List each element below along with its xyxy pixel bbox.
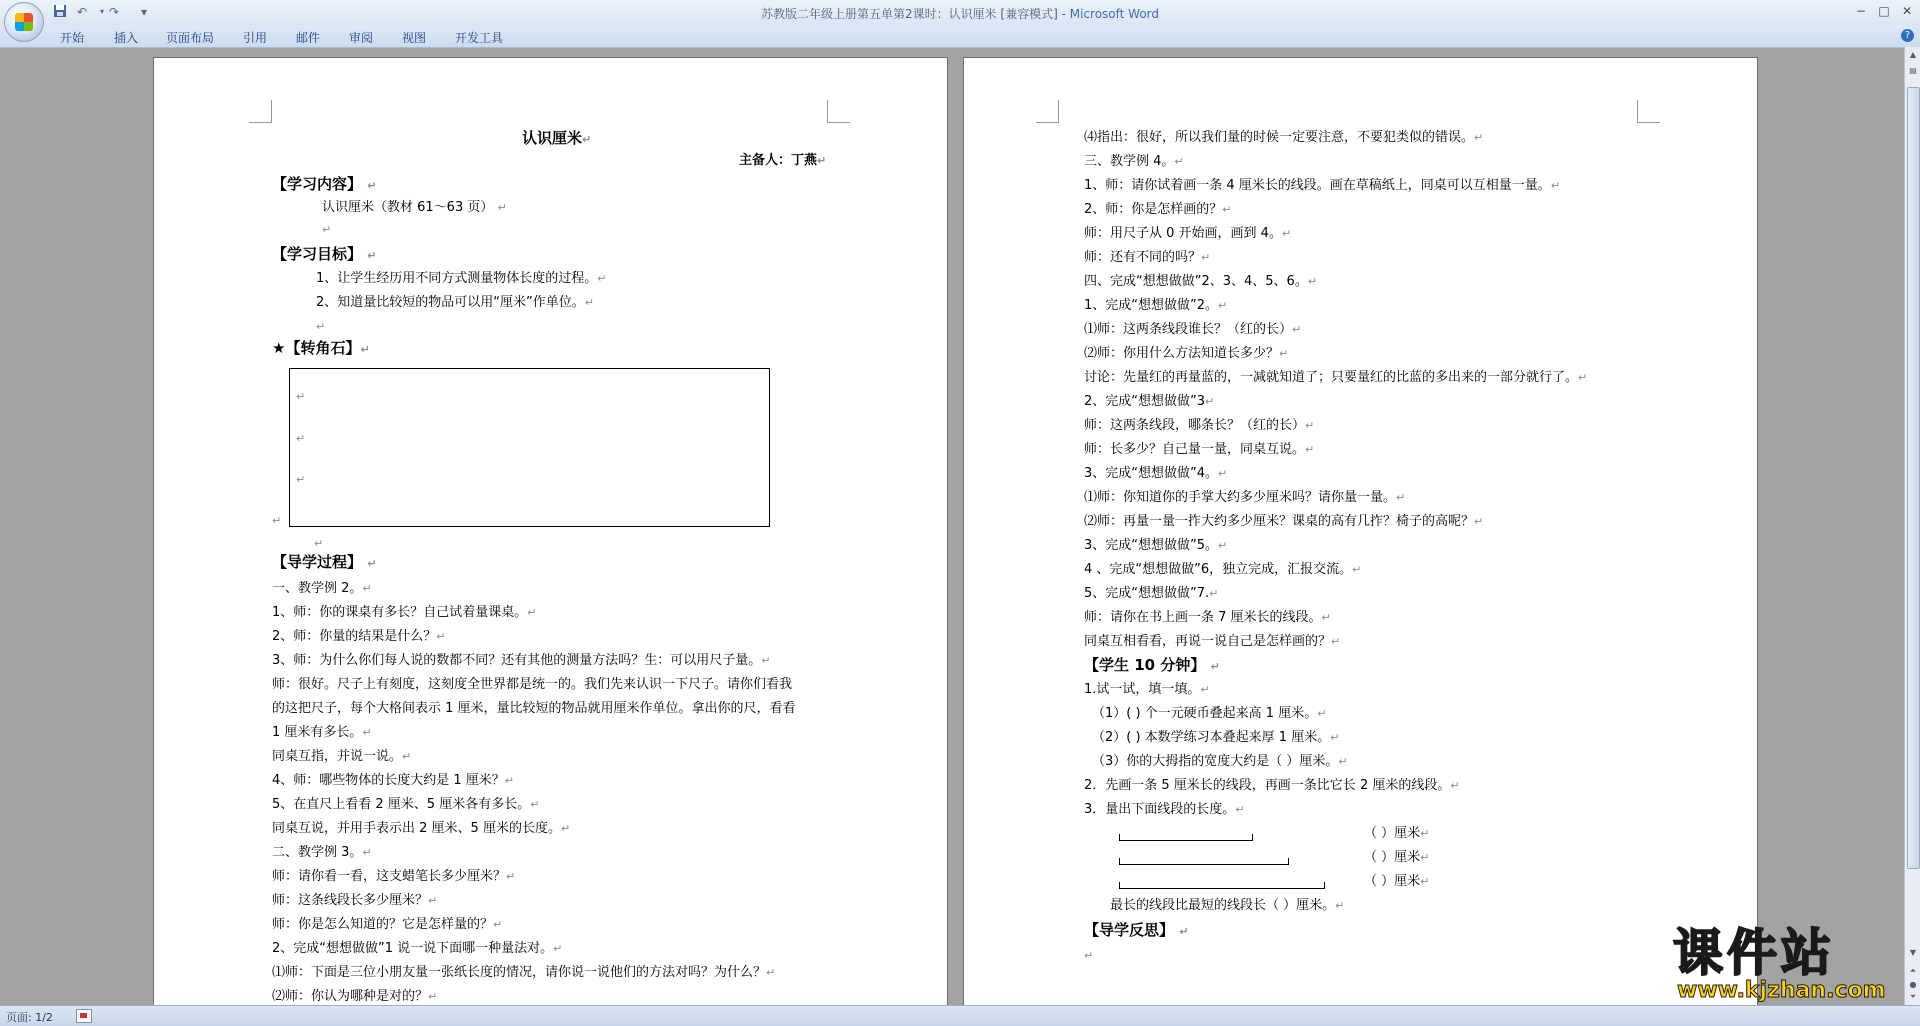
line-segment-long xyxy=(1119,882,1325,889)
paragraph-mark: ↵ xyxy=(316,320,326,333)
body-line: 一、教学例 2。↵ xyxy=(272,581,372,596)
compare-line: 最长的线段比最短的线段长（ ）厘米。↵ xyxy=(1110,898,1345,913)
section-heading: 【学习内容】 ↵ xyxy=(272,175,377,193)
body-line: 1、师：你的课桌有多长？自己试着量课桌。↵ xyxy=(272,605,537,620)
body-line: 5、完成“想想做做”7.↵ xyxy=(1084,586,1219,601)
body-line: 师：很好。尺子上有刻度，这刻度全世界都是统一的。我们先来认识一下尺子。请你们看我 xyxy=(272,677,793,692)
body-line: ⑷指出：很好，所以我们量的时候一定要注意，不要犯类似的错误。↵ xyxy=(1084,130,1484,145)
undo-dropdown-icon: ▾ xyxy=(99,7,104,16)
body-line: 3、完成“想想做做”5。↵ xyxy=(1084,538,1228,553)
text-box[interactable] xyxy=(289,368,770,527)
measure-answer: （ ）厘米↵ xyxy=(1364,826,1430,841)
tab-home[interactable]: 开始 xyxy=(60,31,85,45)
maximize-button[interactable]: □ xyxy=(1878,4,1890,18)
page-indicator[interactable]: 页面: 1/2 xyxy=(6,1011,53,1024)
exercise-line: 2．先画一条 5 厘米长的线段，再画一条比它长 2 厘米的线段。↵ xyxy=(1084,778,1460,793)
body-line: 2、完成“想想做做”3↵ xyxy=(1084,394,1215,409)
vertical-scrollbar[interactable] xyxy=(1904,47,1920,1005)
body-line: ⑴师：下面是三位小朋友量一张纸长度的情况，请你说一说他们的方法对吗？为什么？↵ xyxy=(272,965,776,980)
body-line: 3、完成“想想做做”4。↵ xyxy=(1084,466,1228,481)
paragraph-mark: ↵ xyxy=(296,473,306,486)
tab-mailings[interactable]: 邮件 xyxy=(296,31,321,45)
section-heading: 【导学反思】 ↵ xyxy=(1084,921,1189,939)
office-logo-icon xyxy=(15,13,33,31)
body-line: 2、师：你是怎样画的？↵ xyxy=(1084,202,1232,217)
measure-answer: （ ）厘米↵ xyxy=(1364,850,1430,865)
section-heading: 【学生 10 分钟】 ↵ xyxy=(1084,656,1220,674)
tab-review[interactable]: 审阅 xyxy=(349,31,374,45)
window-title: 苏教版二年级上册第五单第2课时：认识厘米 [兼容模式] - Microsoft Word xyxy=(760,7,1160,21)
office-button[interactable] xyxy=(4,2,44,42)
paragraph-mark: ↵ xyxy=(272,514,282,527)
body-line: 师：这两条线段，哪条长？（红的长）↵ xyxy=(1084,418,1315,433)
tab-view[interactable]: 视图 xyxy=(402,31,427,45)
scroll-up-icon[interactable]: ▲ xyxy=(1909,50,1917,59)
body-line: 1、师：请你试着画一条 4 厘米长的线段。画在草稿纸上，同桌可以互相量一量。↵ xyxy=(1084,178,1561,193)
paragraph-mark: ↵ xyxy=(1084,949,1094,962)
tab-references[interactable]: 引用 xyxy=(243,31,268,45)
body-line: 师：还有不同的吗？↵ xyxy=(1084,250,1211,265)
tab-developer[interactable]: 开发工具 xyxy=(455,31,504,45)
body-line: 4 、完成“想想做做”6，独立完成，汇报交流。↵ xyxy=(1084,562,1362,577)
exercise-line: （1）( ) 个一元硬币叠起来高 1 厘米。↵ xyxy=(1092,706,1327,721)
body-line: ⑵师：再量一量一拃大约多少厘米？课桌的高有几拃？椅子的高呢？↵ xyxy=(1084,514,1484,529)
customize-icon[interactable]: ▾ xyxy=(140,5,148,19)
exercise-line: （3）你的大拇指的宽度大约是（ ）厘米。↵ xyxy=(1092,754,1348,769)
status-bar xyxy=(0,1005,1920,1026)
crop-mark xyxy=(249,100,272,123)
watermark-title: 课件站 xyxy=(1673,924,1835,982)
doc-title: 认识厘米↵ xyxy=(522,129,592,147)
close-button[interactable]: ✕ xyxy=(1901,4,1913,18)
line-segment-medium xyxy=(1119,858,1289,865)
body-line: ⑴师：这两条线段谁长？（红的长）↵ xyxy=(1084,322,1302,337)
body-line: 5、在直尺上看看 2 厘米、5 厘米各有多长。↵ xyxy=(272,797,540,812)
title-bar xyxy=(0,0,1920,25)
body-line: 同桌互说，并用手表示出 2 厘米、5 厘米的长度。↵ xyxy=(272,821,571,836)
site-watermark-logo xyxy=(1665,925,1910,1003)
body-line: 师：请你在书上画一条 7 厘米长的线段。↵ xyxy=(1084,610,1331,625)
browse-object-icon[interactable]: ● xyxy=(1909,980,1917,989)
paragraph-mark: ↵ xyxy=(314,537,324,550)
scroll-down-icon[interactable]: ▼ xyxy=(1909,948,1917,957)
scroll-thumb[interactable] xyxy=(1907,87,1920,869)
tab-insert[interactable]: 插入 xyxy=(114,31,139,45)
section-heading: 【导学过程】 ↵ xyxy=(272,553,377,571)
body-line: 师：用尺子从 0 开始画，画到 4。↵ xyxy=(1084,226,1292,241)
goal-line: 1、让学生经历用不同方式测量物体长度的过程。↵ xyxy=(316,271,607,286)
body-line: 2、完成“想想做做”1 说一说下面哪一种量法对。↵ xyxy=(272,941,563,956)
body-line: ⑴师：你知道你的手掌大约多少厘米吗？请你量一量。↵ xyxy=(1084,490,1406,505)
body-line: 三、教学例 4。↵ xyxy=(1084,154,1184,169)
ribbon-tabs xyxy=(0,25,1920,48)
body-line: 1、完成“想想做做”2。↵ xyxy=(1084,298,1228,313)
body-line: 师：请你看一看，这支蜡笔长多少厘米？↵ xyxy=(272,869,516,884)
section-heading: ★【转角石】↵ xyxy=(272,339,370,357)
crop-mark xyxy=(827,100,850,123)
goal-line: 2、知道量比较短的物品可以用“厘米”作单位。↵ xyxy=(316,295,594,310)
app-name: Microsoft Word xyxy=(1069,7,1160,21)
body-line: 二、教学例 3。↵ xyxy=(272,845,372,860)
tab-page-layout[interactable]: 页面布局 xyxy=(166,31,215,45)
body-line: 讨论：先量红的再量蓝的，一减就知道了；只要量红的比蓝的多出来的一部分就行了。↵ xyxy=(1084,370,1588,385)
document-name: 苏教版二年级上册第五单第2课时：认识厘米 [兼容模式] xyxy=(760,7,1058,21)
help-icon[interactable]: ? xyxy=(1901,29,1914,42)
preparer: 主备人：丁燕↵ xyxy=(739,153,827,168)
document-page-1[interactable] xyxy=(153,57,948,1007)
paragraph-mark: ↵ xyxy=(322,223,332,236)
measure-answer: （ ）厘米↵ xyxy=(1364,874,1430,889)
exercise-line: （2）( ) 本数学练习本叠起来厚 1 厘米。↵ xyxy=(1092,730,1340,745)
body-line: 师：你是怎么知道的？它是怎样量的？↵ xyxy=(272,917,503,932)
body-line: ⑵师：你认为哪种是对的？↵ xyxy=(272,989,438,1004)
proofing-icon[interactable] xyxy=(76,1009,92,1023)
content-line: 认识厘米（教材 61～63 页） ↵ xyxy=(322,200,507,215)
crop-mark xyxy=(1637,100,1660,123)
body-line: 四、完成“想想做做”2、3、4、5、6。↵ xyxy=(1084,274,1318,289)
document-page-2[interactable] xyxy=(963,57,1758,1007)
body-line: 2、师：你量的结果是什么？↵ xyxy=(272,629,446,644)
exercise-line: 3．量出下面线段的长度。↵ xyxy=(1084,802,1245,817)
previous-page-icon[interactable]: ⏶ xyxy=(1909,966,1917,975)
exercise-line: 1.试一试，填一填。↵ xyxy=(1084,682,1210,697)
body-line: 3、师：为什么你们每人说的数都不同？还有其他的测量方法吗？生：可以用尺子量。↵ xyxy=(272,653,771,668)
undo-icon[interactable]: ↶ xyxy=(76,5,88,19)
crop-mark xyxy=(1036,100,1059,123)
next-page-icon[interactable]: ⏷ xyxy=(1909,992,1917,1001)
body-line: 师：长多少？自己量一量，同桌互说。↵ xyxy=(1084,442,1315,457)
body-line: 1 厘米有多长。↵ xyxy=(272,725,372,740)
paragraph-mark: ↵ xyxy=(296,390,306,403)
section-heading: 【学习目标】 ↵ xyxy=(272,245,377,263)
line-segment-short xyxy=(1119,834,1253,841)
body-line: ⑵师：你用什么方法知道长多少？↵ xyxy=(1084,346,1289,361)
body-line: 的这把尺子，每个大格间表示 1 厘米，量比较短的物品就用厘米作单位。拿出你的尺，看看 xyxy=(272,701,796,716)
watermark-url: www.kjzhan.com xyxy=(1677,978,1886,1003)
minimize-button[interactable]: − xyxy=(1855,4,1867,18)
redo-icon[interactable]: ↷ xyxy=(108,5,120,19)
ruler-toggle-icon[interactable]: ▤ xyxy=(1909,66,1917,75)
paragraph-mark: ↵ xyxy=(296,432,306,445)
body-line: 师：这条线段长多少厘米？↵ xyxy=(272,893,438,908)
body-line: 同桌互相看看，再说一说自己是怎样画的？↵ xyxy=(1084,634,1341,649)
body-line: 4、师：哪些物体的长度大约是 1 厘米？↵ xyxy=(272,773,515,788)
body-line: 同桌互指，并说一说。↵ xyxy=(272,749,412,764)
